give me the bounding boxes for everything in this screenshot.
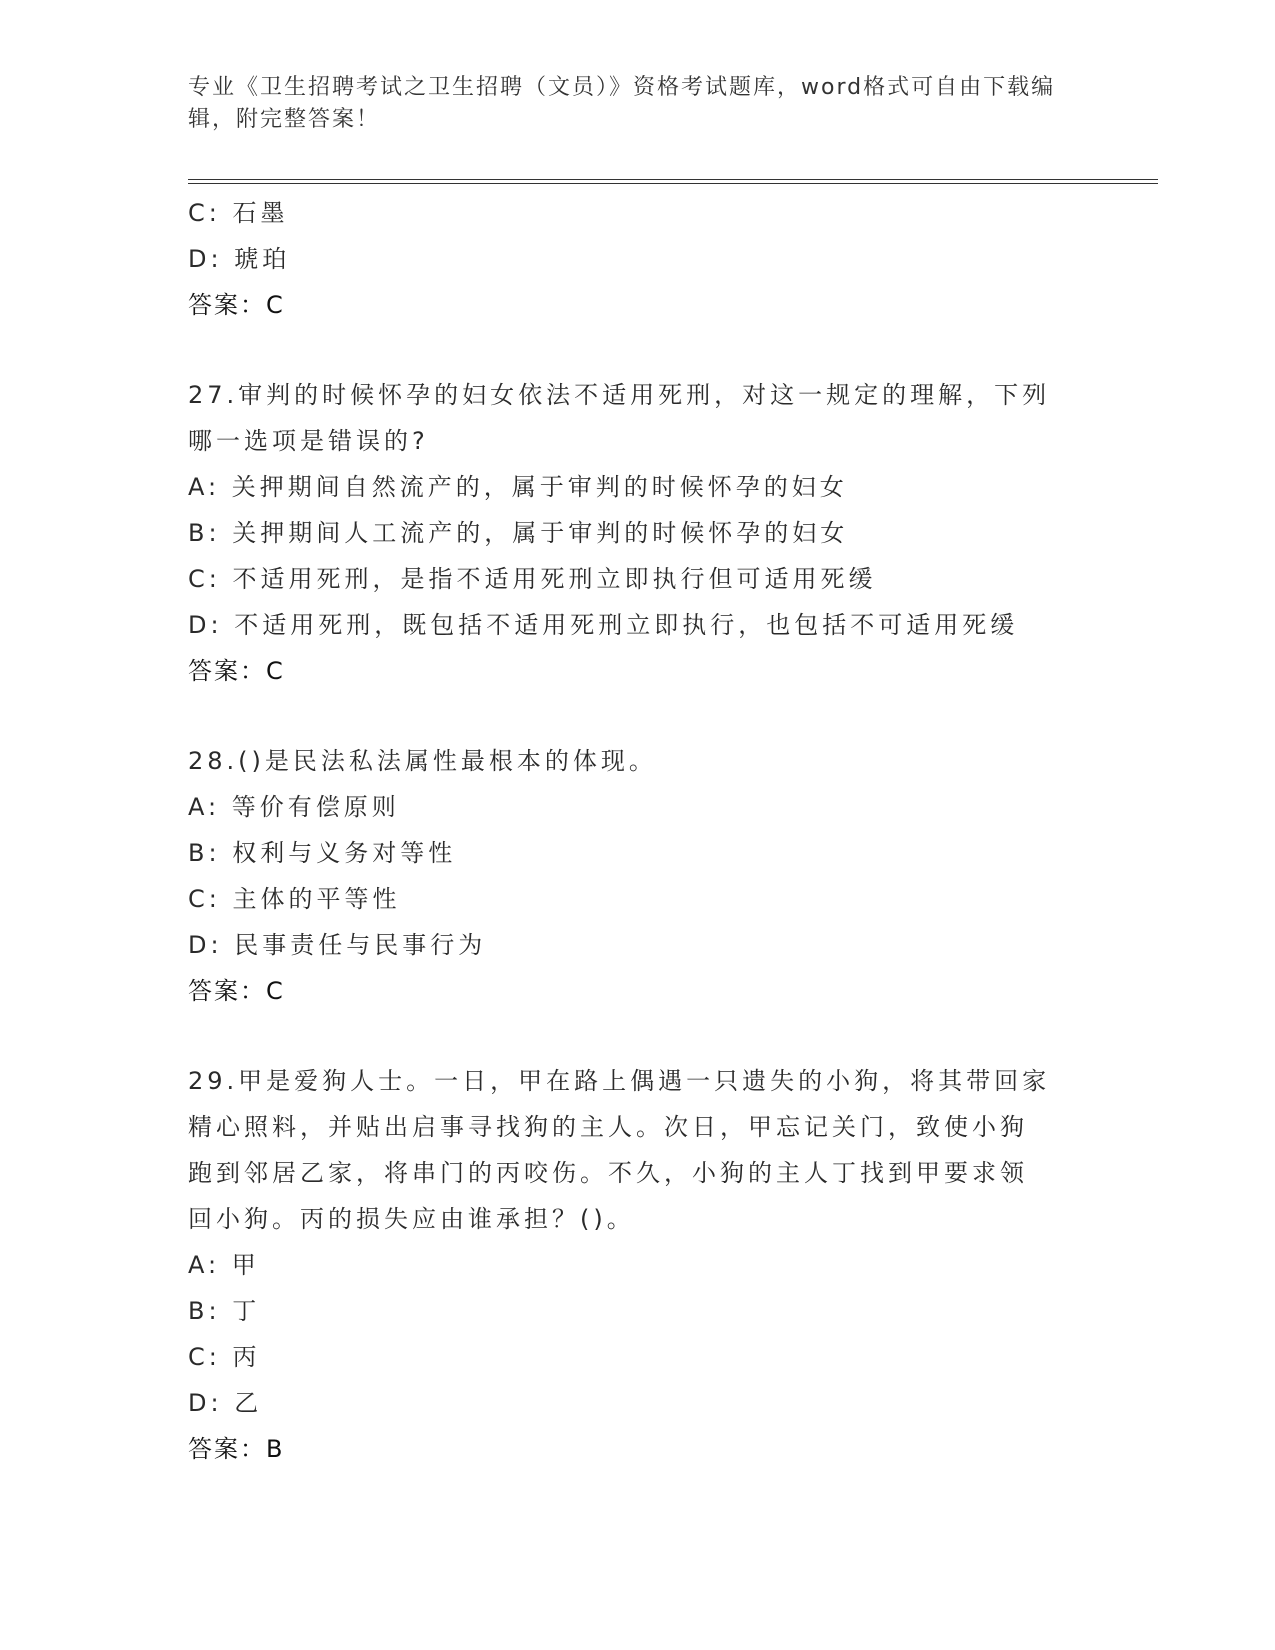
option-a: [188, 784, 1088, 830]
option-text: 丁: [232, 1297, 261, 1325]
header-text: 专业《卫生招聘考试之卫生招聘（文员）》资格考试题库，word格式可自由下载编辑，附完整答案！: [188, 75, 1056, 132]
option-d: [188, 1380, 1088, 1426]
option-label: D:: [188, 1389, 223, 1417]
option-label: C:: [188, 1343, 221, 1371]
option-text: 等价有偿原则: [231, 793, 400, 821]
option-a: [188, 1242, 1088, 1288]
option-label: B:: [188, 519, 221, 547]
question-stem-line: 精心照料，并贴出启事寻找狗的主人。次日，甲忘记关门，致使小狗: [188, 1113, 1028, 1141]
option-text: 乙: [234, 1389, 263, 1417]
option-text: 甲: [231, 1251, 260, 1279]
answer-line: 答案：B: [188, 1435, 285, 1463]
option-label: A:: [188, 1251, 221, 1279]
document-header: [188, 72, 1088, 136]
option-d: [188, 922, 1088, 968]
option-c: [188, 876, 1088, 922]
option-c: [188, 190, 1088, 236]
option-label: C:: [188, 565, 221, 593]
option-text: 关押期间人工流产的，属于审判的时候怀孕的妇女: [232, 519, 849, 547]
header-divider-top: [188, 179, 1158, 180]
option-text: 关押期间自然流产的，属于审判的时候怀孕的妇女: [231, 473, 848, 501]
option-c: [188, 1334, 1088, 1380]
question-stem-line: 29.甲是爱狗人士。一日，甲在路上偶遇一只遗失的小狗，将其带回家: [188, 1067, 1051, 1095]
option-label: A:: [188, 473, 221, 501]
option-label: D:: [188, 611, 223, 639]
question-29: [188, 1058, 1088, 1472]
option-text: 权利与义务对等性: [232, 839, 457, 867]
question-stem-line: 27.审判的时候怀孕的妇女依法不适用死刑，对这一规定的理解，下列: [188, 381, 1051, 409]
question-stem-line: 哪一选项是错误的?: [188, 427, 429, 455]
question-list: [188, 190, 1088, 1472]
question-28: [188, 738, 1088, 1014]
option-b: [188, 510, 1088, 556]
header-divider-bottom: [188, 183, 1158, 184]
option-d: [188, 236, 1088, 282]
option-label: C:: [188, 199, 221, 227]
option-text: 民事责任与民事行为: [234, 931, 487, 959]
question-stem-line: 28.()是民法私法属性最根本的体现。: [188, 747, 657, 775]
option-label: D:: [188, 245, 223, 273]
option-label: C:: [188, 885, 221, 913]
option-text: 不适用死刑，是指不适用死刑立即执行但可适用死缓: [232, 565, 877, 593]
option-label: B:: [188, 839, 221, 867]
option-label: D:: [188, 931, 223, 959]
question-27: [188, 372, 1088, 694]
answer-line: 答案：C: [188, 657, 285, 685]
question-stem-line: 回小狗。丙的损失应由谁承担？()。: [188, 1205, 635, 1233]
question-26-fragment: [188, 190, 1088, 328]
option-a: [188, 464, 1088, 510]
option-label: B:: [188, 1297, 221, 1325]
option-text: 丙: [232, 1343, 261, 1371]
option-text: 石墨: [232, 199, 289, 227]
option-text: 主体的平等性: [232, 885, 401, 913]
option-text: 不适用死刑，既包括不适用死刑立即执行，也包括不可适用死缓: [234, 611, 1019, 639]
option-label: A:: [188, 793, 221, 821]
answer-line: 答案：C: [188, 977, 285, 1005]
option-c: [188, 556, 1088, 602]
option-d: [188, 602, 1088, 648]
answer-line: 答案：C: [188, 291, 285, 319]
option-b: [188, 830, 1088, 876]
option-b: [188, 1288, 1088, 1334]
question-stem-line: 跑到邻居乙家，将串门的丙咬伤。不久，小狗的主人丁找到甲要求领: [188, 1159, 1028, 1187]
option-text: 琥珀: [234, 245, 291, 273]
